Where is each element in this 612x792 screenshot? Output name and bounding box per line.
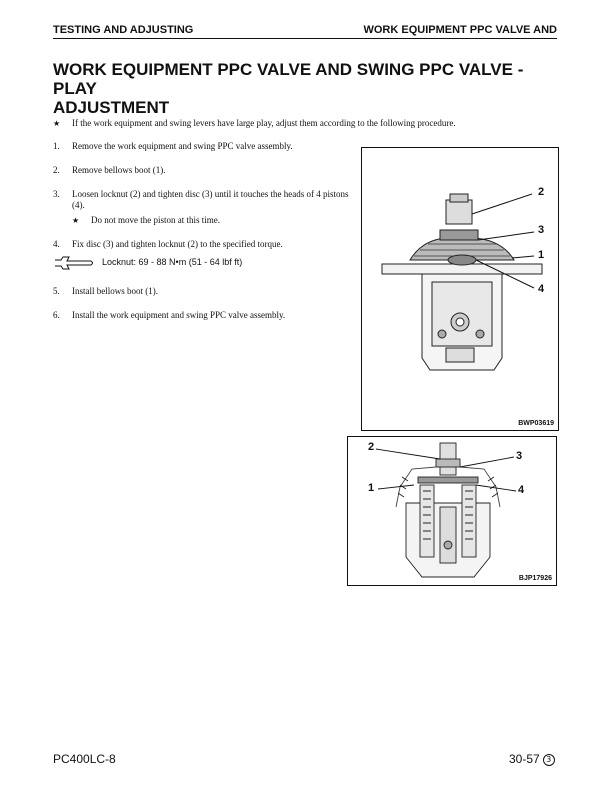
step-6 xyxy=(53,310,353,321)
revision-mark: 3 xyxy=(543,754,555,766)
step-3-sub-note xyxy=(72,215,220,225)
footer-page xyxy=(509,752,555,766)
step-text: Fix disc (3) and tighten locknut (2) to the specified torque. xyxy=(72,239,283,249)
step-text: Loosen locknut (2) and tighten disc (3) until it touches the heads of 4 pistons (4). xyxy=(72,189,349,210)
step-5 xyxy=(53,286,353,297)
step-1 xyxy=(53,141,353,152)
callout-1: 1 xyxy=(368,482,375,494)
figure-valve-exterior xyxy=(361,147,559,431)
page-header xyxy=(53,24,557,39)
step-2 xyxy=(53,165,353,176)
figure-code: BWP03619 xyxy=(518,420,554,427)
step-number: 6. xyxy=(53,310,60,320)
callout-3: 3 xyxy=(538,224,545,236)
step-number: 3. xyxy=(53,189,60,199)
header-topic-title: WORK EQUIPMENT PPC VALVE AND xyxy=(363,24,557,36)
callout-2: 2 xyxy=(368,441,375,453)
step-text: Remove the work equipment and swing PPC valve assembly. xyxy=(72,141,293,151)
intro-note xyxy=(53,118,558,128)
callout-4: 4 xyxy=(538,283,545,295)
page-number: 30-57 xyxy=(509,752,540,766)
footer-model: PC400LC-8 xyxy=(53,752,116,766)
step-number: 2. xyxy=(53,165,60,175)
page-title xyxy=(53,60,558,117)
star-icon: ★ xyxy=(53,119,61,128)
callout-4: 4 xyxy=(518,484,525,496)
figure-valve-section xyxy=(347,436,557,586)
step-text: Remove bellows boot (1). xyxy=(72,165,166,175)
step-text: Install bellows boot (1). xyxy=(72,286,158,296)
page-title-line-1: WORK EQUIPMENT PPC VALVE AND SWING PPC VALVE - PLAY xyxy=(53,60,524,98)
page-title-line-2: ADJUSTMENT xyxy=(53,98,170,117)
step-3 xyxy=(53,189,353,211)
valve-exterior-drawing xyxy=(362,148,558,430)
valve-section-drawing xyxy=(348,437,556,585)
callout-2: 2 xyxy=(538,186,545,198)
sub-note-text: Do not move the piston at this time. xyxy=(91,215,220,225)
intro-note-text: If the work equipment and swing levers have large play, adjust them according to the following procedure. xyxy=(72,118,456,128)
torque-value: Locknut: 69 - 88 N•m (51 - 64 lbf ft) xyxy=(102,257,243,267)
step-4 xyxy=(53,239,353,250)
figure-code: BJP17926 xyxy=(518,575,552,582)
step-number: 4. xyxy=(53,239,60,249)
wrench-icon xyxy=(53,256,95,270)
step-text: Install the work equipment and swing PPC valve assembly. xyxy=(72,310,286,320)
callout-3: 3 xyxy=(516,450,523,462)
callout-1: 1 xyxy=(538,249,545,261)
step-number: 1. xyxy=(53,141,60,151)
step-number: 5. xyxy=(53,286,60,296)
header-section-title: TESTING AND ADJUSTING xyxy=(53,24,194,36)
star-icon: ★ xyxy=(72,216,80,225)
torque-spec xyxy=(53,255,313,271)
